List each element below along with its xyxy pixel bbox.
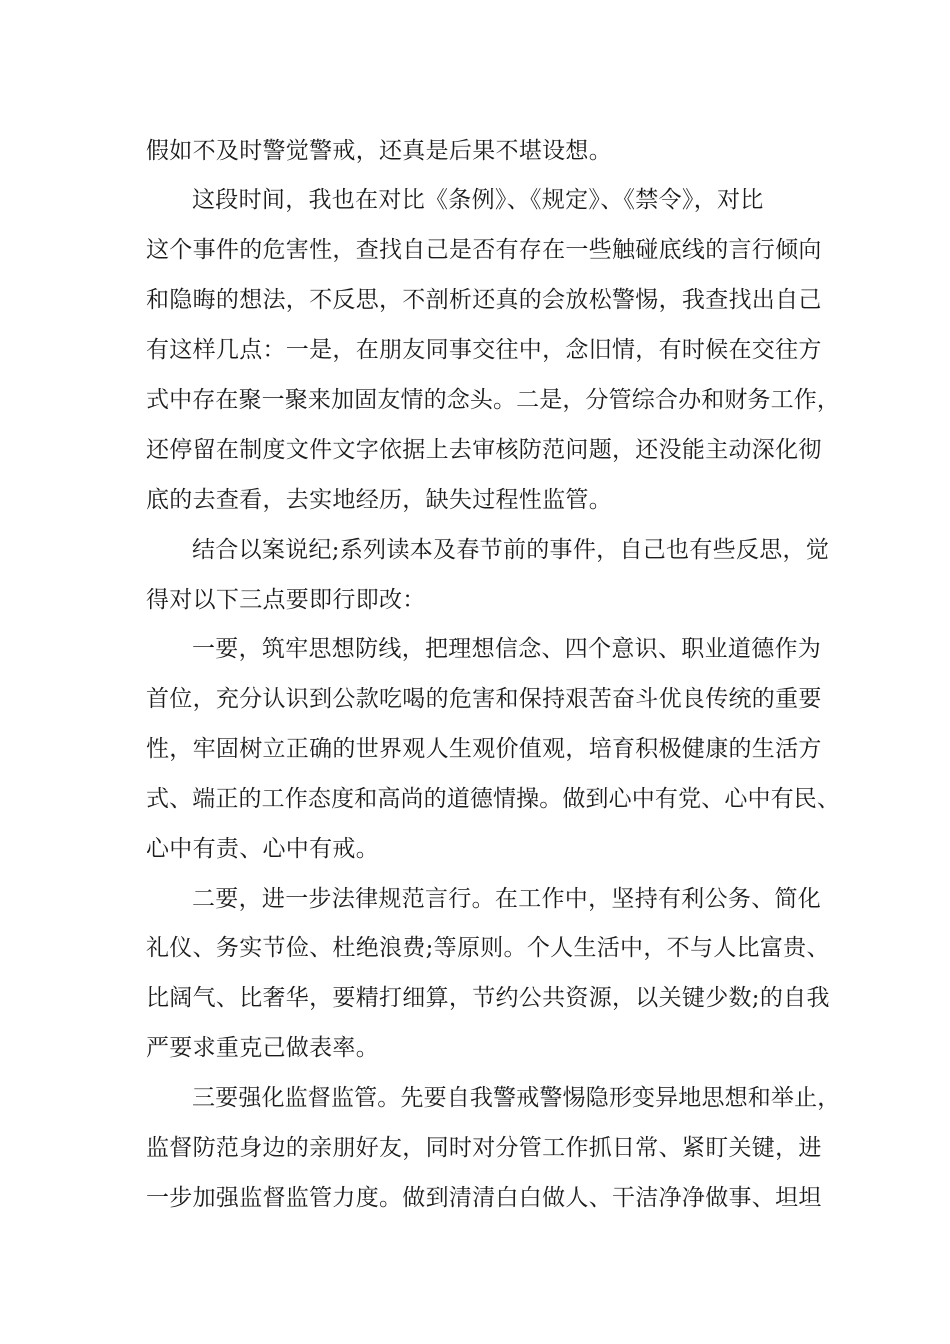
text-line: 心中有责、心中有戒。 xyxy=(146,836,379,862)
text-line: 二要，进一步法律规范言行。在工作中，坚持有利公务、简化 xyxy=(192,886,822,912)
text-line: 这个事件的危害性，查找自己是否有存在一些触碰底线的言行倾向 xyxy=(146,237,822,263)
text-line: 和隐晦的想法，不反思，不剖析还真的会放松警惕，我查找出自己 xyxy=(146,287,822,313)
text-line: 底的去查看，去实地经历，缺失过程性监管。 xyxy=(146,487,612,513)
text-line: 首位，充分认识到公款吃喝的危害和保持艰苦奋斗优良传统的重要 xyxy=(146,686,822,712)
text-line: 式、端正的工作态度和高尚的道德情操。做到心中有党、心中有民、 xyxy=(146,786,840,812)
text-line: 结合以案说纪;系列读本及春节前的事件，自己也有些反思，觉 xyxy=(192,537,830,563)
text-line: 性，牢固树立正确的世界观人生观价值观，培育积极健康的生活方 xyxy=(146,736,822,762)
text-line: 严要求重克己做表率。 xyxy=(146,1035,379,1061)
text-line: 监督防范身边的亲朋好友，同时对分管工作抓日常、紧盯关键，进 xyxy=(146,1135,822,1161)
text-line: 得对以下三点要即行即改： xyxy=(146,587,426,613)
text-line: 这段时间，我也在对比《条例》、《规定》、《禁令》，对比 xyxy=(192,187,764,213)
text-line: 比阔气、比奢华，要精打细算，节约公共资源，以关键少数;的自我 xyxy=(146,985,830,1011)
text-line: 礼仪、务实节俭、杜绝浪费;等原则。个人生活中，不与人比富贵、 xyxy=(146,935,830,961)
text-line: 三要强化监督监管。先要自我警戒警惕隐形变异地思想和举止， xyxy=(192,1085,841,1111)
text-line: 假如不及时警觉警戒，还真是后果不堪设想。 xyxy=(146,138,612,164)
text-line: 有这样几点：一是，在朋友同事交往中，念旧情，有时候在交往方 xyxy=(146,337,822,363)
text-line: 还停留在制度文件文字依据上去审核防范问题，还没能主动深化彻 xyxy=(146,437,822,463)
text-line: 一要，筑牢思想防线，把理想信念、四个意识、职业道德作为 xyxy=(192,636,822,662)
text-line: 式中存在聚一聚来加固友情的念头。二是，分管综合办和财务工作， xyxy=(146,387,840,413)
text-line: 一步加强监督监管力度。做到清清白白做人、干洁净净做事、坦坦 xyxy=(146,1185,822,1211)
